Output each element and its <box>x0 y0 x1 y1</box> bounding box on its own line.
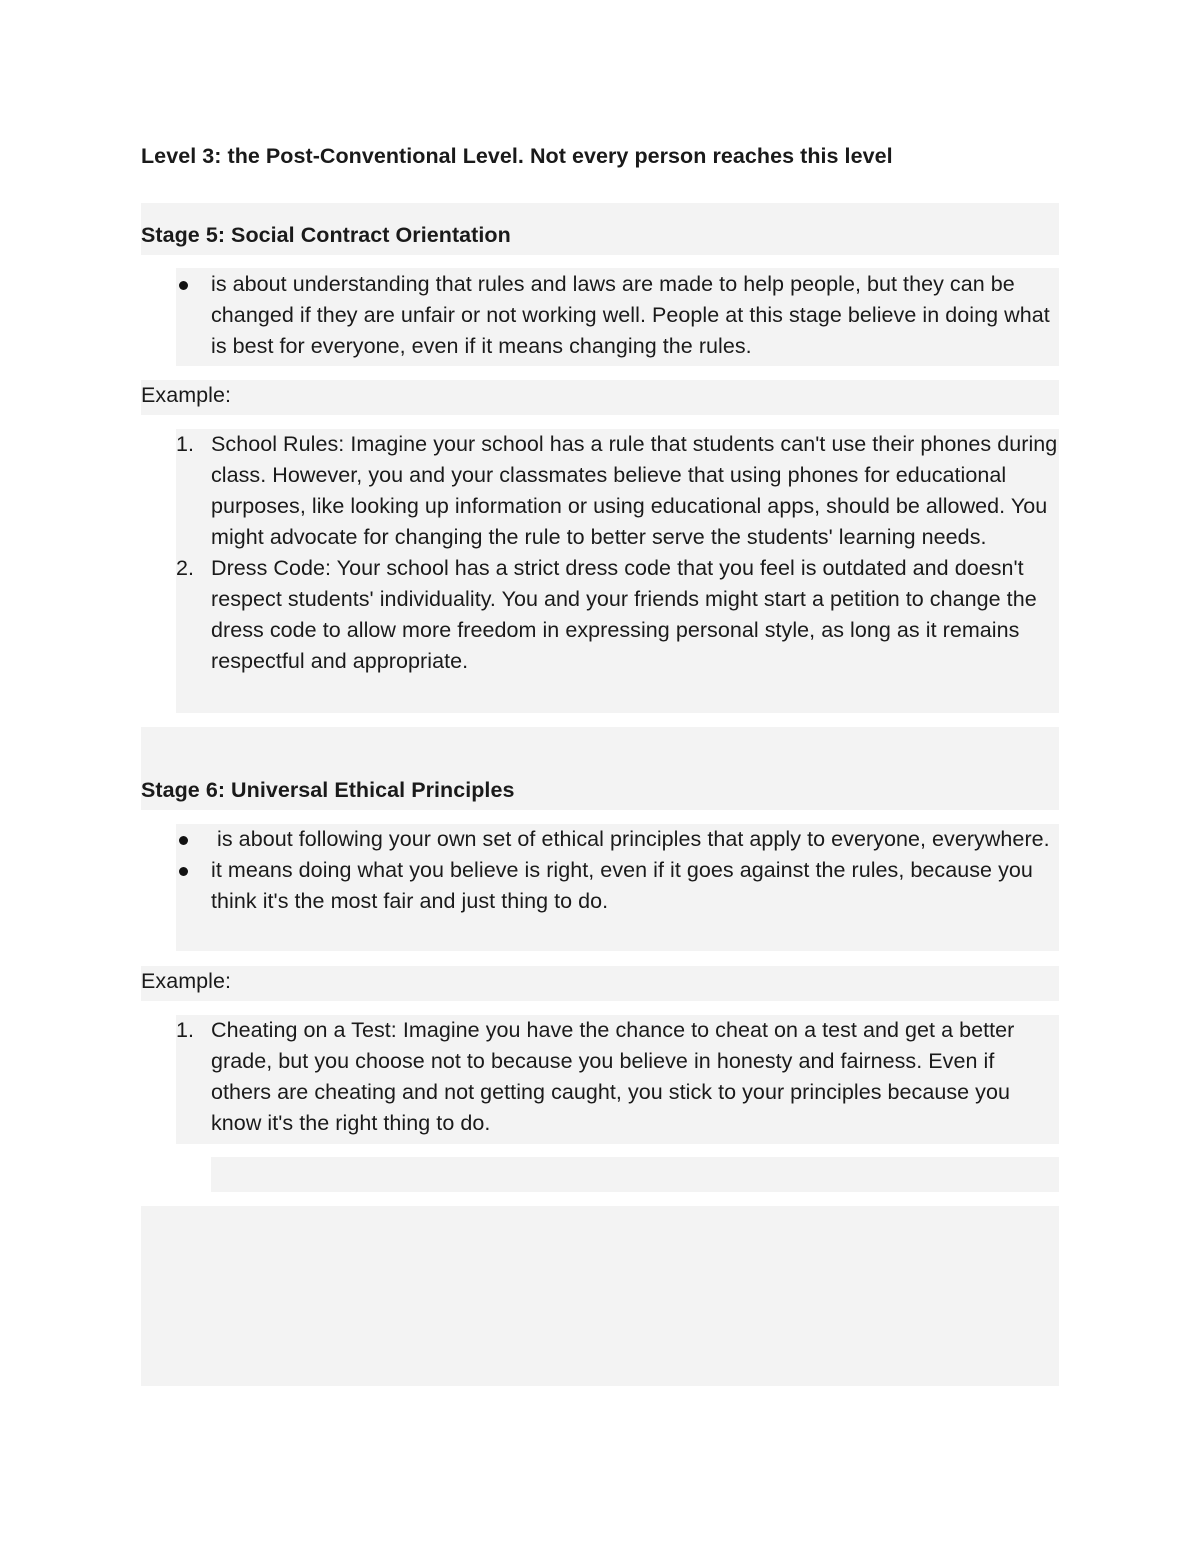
stage5-example-block <box>141 380 1059 415</box>
list-item <box>176 429 1059 553</box>
stage5-title: Stage 5: Social Contract Orientation <box>141 223 511 247</box>
stage6-title-block <box>141 727 1059 810</box>
stage6-example-1-text: Cheating on a Test: Imagine you have the chance to cheat on a test and get a better grade, but you choose not to because you believe in honesty and fairness. Even if others are cheating and not getting caught, you stick to your principles because you know it's the right thing to do. <box>211 1018 1015 1135</box>
bullet-icon <box>179 836 188 845</box>
bullet-icon <box>179 281 188 290</box>
list-number: 1. <box>176 432 195 456</box>
list-number: 2. <box>176 556 195 580</box>
stage6-example-block <box>141 966 1059 1001</box>
stage6-bullet-1-text: is about following your own set of ethical principles that apply to everyone, everywhere. <box>211 827 1050 851</box>
stage5-example-1-text: School Rules: Imagine your school has a rule that students can't use their phones during class. However, you and your classmates believe that using phones for educational purposes, like looking up information or using educational apps, should be allowed. You might advocate for changing the rule to better serve the students' learning needs. <box>211 432 1058 549</box>
stage5-bullet-text: is about understanding that rules and laws are made to help people, but they can be changed if they are unfair or not working well. People at this stage believe in doing what is best for everyone, even if it means changing the rules. <box>211 272 1050 358</box>
stage6-bullets-block <box>176 824 1059 951</box>
list-item <box>176 824 1059 855</box>
list-item <box>176 269 1059 362</box>
stage5-example-list <box>176 429 1059 677</box>
list-item <box>176 855 1059 917</box>
stage6-example-label: Example: <box>141 969 232 993</box>
stage5-example-2-text: Dress Code: Your school has a strict dress code that you feel is outdated and doesn't respect students' individuality. You and your friends might start a petition to change the dress code to allow more freedom in expressing personal style, as long as it remains respectful and appropriate. <box>211 556 1037 673</box>
stage6-bullet-list <box>176 824 1059 917</box>
empty-indented-block <box>211 1157 1059 1192</box>
stage5-bullets-block <box>176 268 1059 366</box>
stage6-title: Stage 6: Universal Ethical Principles <box>141 778 515 802</box>
stage5-title-block <box>141 203 1059 255</box>
stage5-bullet-list <box>176 269 1059 362</box>
stage5-example-label: Example: <box>141 383 232 407</box>
list-item <box>176 1015 1059 1139</box>
stage6-bullet-2-text: it means doing what you believe is right, even if it goes against the rules, because you think it's the most fair and just thing to do. <box>211 858 1033 913</box>
list-number: 1. <box>176 1018 195 1042</box>
bullet-icon <box>179 867 188 876</box>
list-item <box>176 553 1059 677</box>
page-heading <box>141 141 1071 172</box>
page-heading-text: Level 3: the Post-Conventional Level. Not every person reaches this level <box>141 144 893 168</box>
stage5-examples-block <box>176 429 1059 713</box>
empty-block <box>141 1206 1059 1386</box>
stage6-examples-block <box>176 1015 1059 1144</box>
stage6-example-list <box>176 1015 1059 1139</box>
